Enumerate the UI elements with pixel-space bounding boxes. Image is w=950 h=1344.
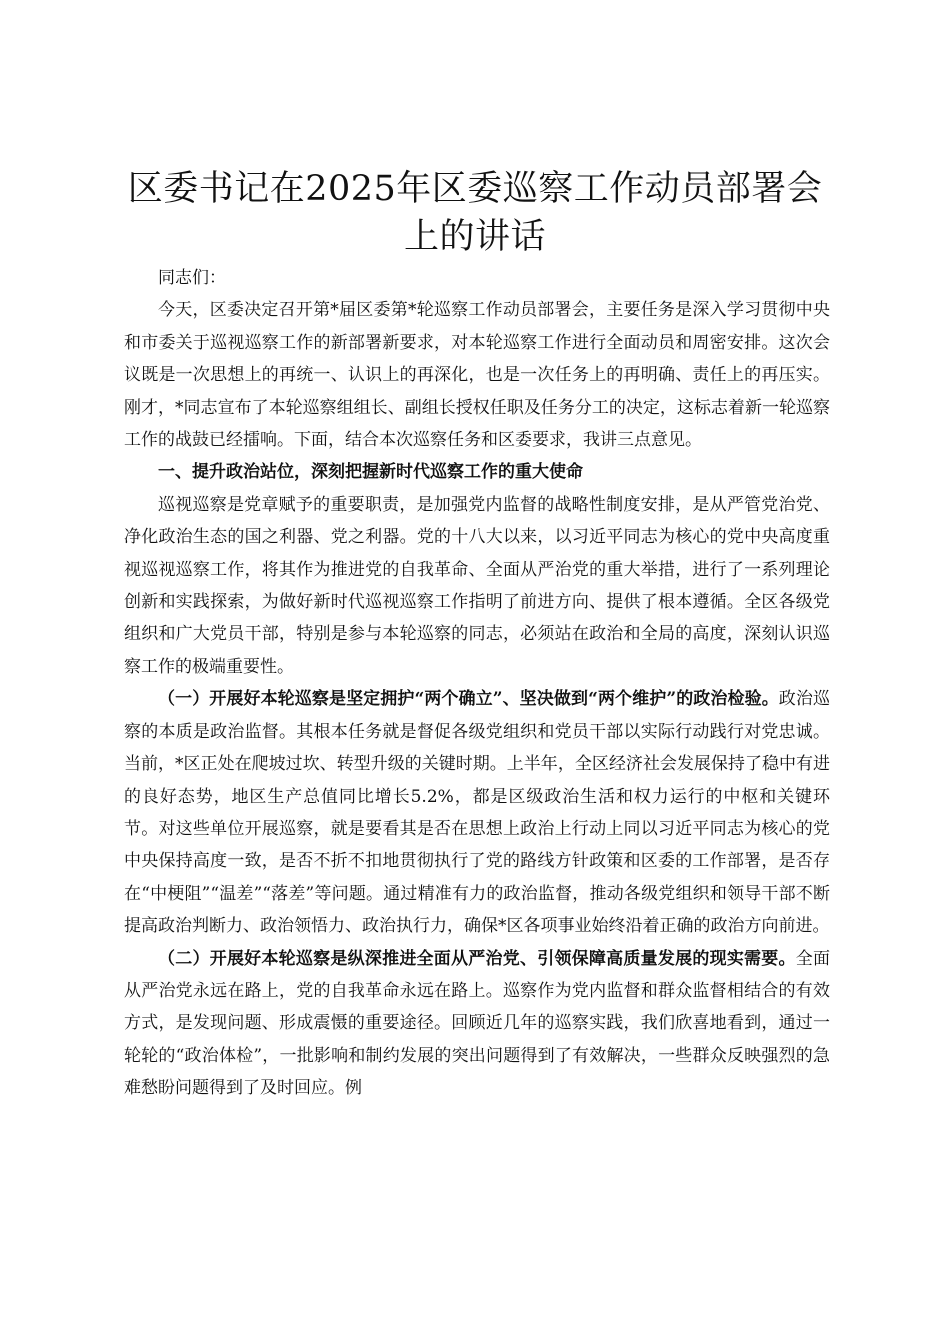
point-1-paragraph — [124, 683, 830, 942]
section-heading-1: 一、提升政治站位，深刻把握新时代巡察工作的重大使命 — [158, 462, 583, 483]
point-1-text: 政治巡察的本质是政治监督。其根本任务就是督促各级党组织和党员干部以实际行动践行对党忠诚。当前，*区正处在爬坡过坎、转型升级的关键时期。上半年，全区经济社会发展保持了稳中有进的良好态势，地区生产总值同比增长5.2%，都是区级政治生活和权力运行的中枢和关键环节。对这些单位开展巡察，就是要看其是否在思想上政治上行动上同以习近平同志为核心的党中央保持高度一致，是否不折不扣地贯彻执行了党的路线方针政策和区委的工作部署，是否存在“中梗阻”“温差”“落差”等问题。通过精准有力的政治监督，推动各级党组织和领导干部不断提高政治判断力、政治领悟力、政治执行力，确保*区各项事业始终沿着正确的政治方向前进。 — [124, 689, 830, 937]
point-1-lead: （一）开展好本轮巡察是坚定拥护“两个确立”、坚决做到“两个维护”的政治检验。 — [158, 689, 779, 710]
section-1-paragraph: 巡视巡察是党章赋予的重要职责，是加强党内监督的战略性制度安排，是从严管党治党、净化政治生态的国之利器、党之利器。党的十八大以来，以习近平同志为核心的党中央高度重视巡视巡察工作，将其作为推进党的自我革命、全面从严治党的重大举措，进行了一系列理论创新和实践探索，为做好新时代巡视巡察工作指明了前进方向、提供了根本遵循。全区各级党组织和广大党员干部，特别是参与本轮巡察的同志，必须站在政治和全局的高度，深刻认识巡察工作的极端重要性。 — [124, 494, 830, 677]
document-body — [124, 262, 830, 1105]
point-2-text: 全面从严治党永远在路上，党的自我革命永远在路上。巡察作为党内监督和群众监督相结合的有效方式，是发现问题、形成震慑的重要途径。回顾近几年的巡察实践，我们欣喜地看到，通过一轮轮的“政治体检”，一批影响和制约发展的突出问题得到了有效解决，一些群众反映强烈的急难愁盼问题得到了及时回应。例 — [124, 948, 831, 1099]
intro-paragraph: 今天，区委决定召开第*届区委第*轮巡察工作动员部署会，主要任务是深入学习贯彻中央和市委关于巡视巡察工作的新部署新要求，对本轮巡察工作进行全面动员和周密安排。这次会议既是一次思想上的再统一、认识上的再深化，也是一次任务上的再明确、责任上的再压实。刚才，*同志宣布了本轮巡察组组长、副组长授权任职及任务分工的决定，这标志着新一轮巡察工作的战鼓已经擂响。下面，结合本次巡察任务和区委要求，我讲三点意见。 — [124, 300, 830, 451]
document-title: 区委书记在2025年区委巡察工作动员部署会上的讲话 — [127, 169, 823, 257]
salutation: 同志们： — [158, 268, 226, 288]
point-2-paragraph — [124, 943, 830, 1105]
point-2-lead: （二）开展好本轮巡察是纵深推进全面从严治党、引领保障高质量发展的现实需要。 — [158, 948, 796, 969]
